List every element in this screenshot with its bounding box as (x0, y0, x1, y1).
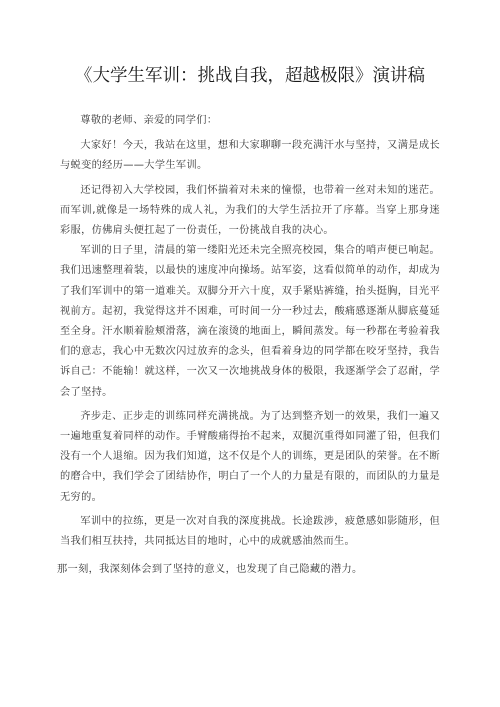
paragraph-field-march: 军训中的拉练，更是一次对自我的深度挑战。长途跋涉，疲惫感如影随形，但当我们相互扶持，共同抵达目的地时，心中的成就感油然而生。 (60, 515, 440, 548)
paragraph-marching-drill: 齐步走、正步走的训练同样充满挑战。为了达到整齐划一的效果，我们一遍又一遍地重复着同样的动作。手臂酸痛得抬不起来，双腿沉重得如同灌了铅，但我们没有一个人退缩。因为我们知道，这不仅是个人的训练，更是团队的荣誉。在不断的磨合中，我们学会了团结协作，明白了一个人的力量是有限的，而团队的力量是无穷的。 (60, 410, 440, 503)
document-title: 《大学生军训：挑战自我，超越极限》演讲稿 (75, 66, 425, 86)
paragraph-standing-drill: 军训的日子里，清晨的第一缕阳光还未完全照亮校园，集合的哨声便已响起。我们迅速整理着装，以最快的速度冲向操场。站军姿，这看似简单的动作，却成为了我们军训中的第一道难关。双脚分开六十度，双手紧贴裤缝，抬头挺胸，目光平视前方。起初，我觉得这并不困难，可时间一分一秒过去，酸痛感逐渐从脚底蔓延至全身。汗水顺着脸颊滑落，滴在滚烫的地面上，瞬间蒸发。每一秒都在考验着我们的意志，我心中无数次闪过放弃的念头，但看着身边的同学都在咬牙坚持，我告诉自己：不能输！就这样，一次又一次地挑战身体的极限，我逐渐学会了忍耐，学会了坚持。 (60, 245, 440, 398)
paragraph-arrival: 还记得初入大学校园，我们怀揣着对未来的憧憬，也带着一丝对未知的迷茫。而军训,就像是一场特殊的成人礼，为我们的大学生活拉开了序幕。当穿上那身迷彩服，仿佛肩头便扛起了一份责任，一份挑战自我的决心。 (60, 184, 440, 237)
document-body (57, 111, 440, 580)
paragraph-opening: 大家好！今天，我站在这里，想和大家聊聊一段充满汗水与坚持，又满是成长与蜕变的经历——大学生军训。 (60, 140, 440, 172)
salutation-paragraph: 尊敬的老师、亲爱的同学们： (80, 115, 218, 126)
paragraph-closing: 那一刻，我深刻体会到了坚持的意义，也发现了自己隐藏的潜力。 (57, 564, 363, 576)
